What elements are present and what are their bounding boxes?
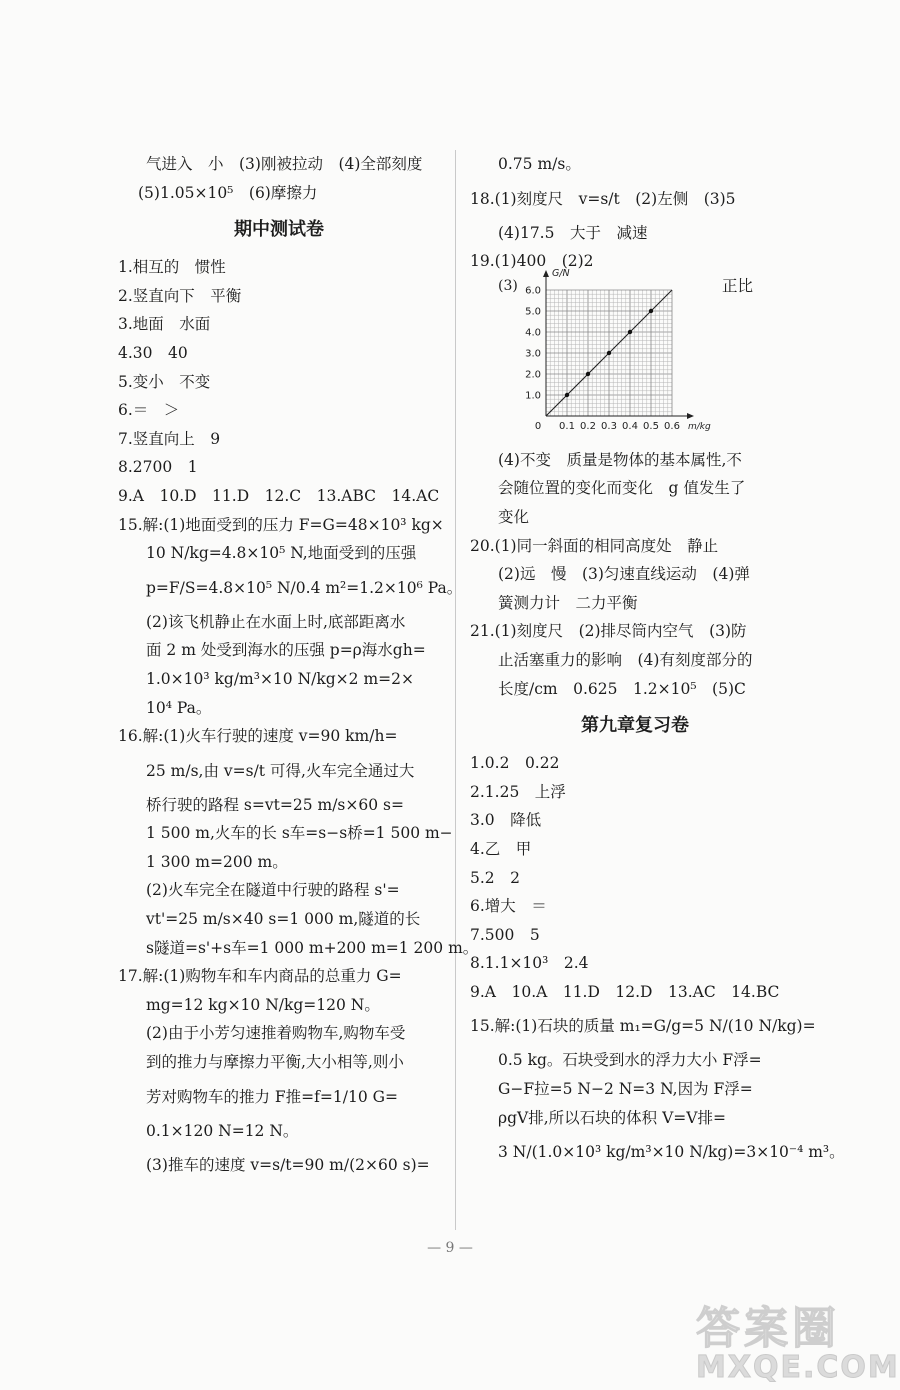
text-line: (5)1.05×10⁵ (6)摩擦力 bbox=[138, 183, 318, 202]
y-tick-label: 4.0 bbox=[525, 327, 541, 339]
answer-line: 21.(1)刻度尺 (2)排尽筒内空气 (3)防 bbox=[470, 622, 747, 641]
answer-line: 2.竖直向下 平衡 bbox=[118, 286, 242, 305]
x-axis-label: m/kg bbox=[688, 421, 711, 432]
answer-line: 5.2 2 bbox=[470, 868, 521, 887]
answer-line: 15.解:(1)地面受到的压力 F=G=48×10³ kg× bbox=[118, 515, 444, 534]
answer-line: 2.1.25 上浮 bbox=[470, 782, 566, 801]
answer-line: 芳对购物车的推力 F推=f=1/10 G= bbox=[146, 1087, 398, 1106]
answer-line: s隧道=s'+s车=1 000 m+200 m=1 200 m。 bbox=[146, 938, 479, 957]
watermark-url: MXQE.COM bbox=[696, 1350, 900, 1385]
answer-line: 3.地面 水面 bbox=[118, 315, 211, 334]
answer-line: 1 500 m,火车的长 s车=s−s桥=1 500 m− bbox=[146, 824, 453, 843]
g-m-chart bbox=[498, 267, 798, 446]
answer-line: (3)推车的速度 v=s/t=90 m/(2×60 s)= bbox=[146, 1156, 430, 1175]
y-tick-label: 3.0 bbox=[525, 348, 541, 360]
answer-line: 19.(1)400 (2)2 bbox=[470, 252, 594, 271]
answer-line: 4.乙 甲 bbox=[470, 839, 532, 858]
x-tick-label: 0.1 bbox=[559, 420, 575, 432]
section-heading-chapter9: 第九章复习卷 bbox=[581, 715, 689, 737]
watermark-text: 答案圈 bbox=[696, 1303, 840, 1354]
answer-line: 簧测力计 二力平衡 bbox=[498, 593, 638, 612]
left-column bbox=[118, 150, 479, 1185]
answer-line: 10⁴ Pa。 bbox=[146, 698, 212, 717]
text-line: 气进入 小 (3)刚被拉动 (4)全部刻度 bbox=[146, 155, 423, 173]
answer-line: 5.变小 不变 bbox=[118, 372, 211, 391]
answer-line: 1.0×10³ kg/m³×10 N/kg×2 m=2× bbox=[146, 669, 414, 688]
chart-part-label: (3) bbox=[498, 277, 518, 294]
origin-label: 0 bbox=[534, 420, 542, 432]
answer-line: 面 2 m 处受到海水的压强 p=ρ海水gh= bbox=[146, 641, 426, 660]
answer-line: 3 N/(1.0×10³ kg/m³×10 N/kg)=3×10⁻⁴ m³。 bbox=[498, 1143, 845, 1162]
answer-line: p=F/S=4.8×10⁵ N/0.4 m²=1.2×10⁶ Pa。 bbox=[146, 578, 463, 597]
data-point bbox=[607, 351, 611, 355]
answer-line: 7.500 5 bbox=[470, 925, 540, 944]
answer-line: 8.1.1×10³ 2.4 bbox=[470, 954, 589, 973]
answer-line: (2)该飞机静止在水面上时,底部距离水 bbox=[146, 612, 406, 631]
answer-line: 25 m/s,由 v=s/t 可得,火车完全通过大 bbox=[146, 761, 415, 780]
y-axis-label: G/N bbox=[552, 267, 570, 279]
answer-line: 9.A 10.D 11.D 12.C 13.ABC 14.AC bbox=[118, 486, 440, 505]
answer-line: 0.75 m/s。 bbox=[498, 155, 581, 173]
answer-line: (2)由于小芳匀速推着购物车,购物车受 bbox=[146, 1024, 406, 1043]
answer-line: 会随位置的变化而变化 g 值发生了 bbox=[498, 479, 746, 498]
data-point bbox=[649, 309, 653, 313]
answer-line: 17.解:(1)购物车和车内商品的总重力 G= bbox=[118, 967, 402, 986]
answer-line: 8.2700 1 bbox=[118, 458, 198, 477]
answer-line: 7.竖直向上 9 bbox=[118, 429, 221, 448]
y-tick-label: 2.0 bbox=[525, 369, 541, 381]
x-tick-label: 0.2 bbox=[580, 420, 596, 432]
data-point bbox=[586, 372, 590, 376]
answer-line: (2)远 慢 (3)匀速直线运动 (4)弹 bbox=[498, 565, 750, 584]
answer-line: 16.解:(1)火车行驶的速度 v=90 km/h= bbox=[118, 727, 398, 746]
answer-line: 20.(1)同一斜面的相同高度处 静止 bbox=[470, 536, 719, 555]
answer-line: ρgV排,所以石块的体积 V=V排= bbox=[498, 1108, 726, 1127]
answer-line: 1.相互的 惯性 bbox=[118, 258, 226, 277]
answer-line: 10 N/kg=4.8×10⁵ N,地面受到的压强 bbox=[146, 544, 417, 563]
answer-line: 长度/cm 0.625 1.2×10⁵ (5)C bbox=[498, 679, 746, 698]
answer-line: 1.0.2 0.22 bbox=[470, 754, 560, 773]
answer-line: 到的推力与摩擦力平衡,大小相等,则小 bbox=[146, 1053, 404, 1072]
page-number: — 9 — bbox=[427, 1240, 473, 1256]
right-column bbox=[470, 150, 845, 1172]
watermark-logo bbox=[696, 1292, 900, 1385]
answer-line: G−F拉=5 N−2 N=3 N,因为 F浮= bbox=[498, 1080, 753, 1099]
answer-line: 18.(1)刻度尺 v=s/t (2)左侧 (3)5 bbox=[470, 189, 736, 208]
y-tick-label: 6.0 bbox=[525, 285, 541, 297]
data-point bbox=[565, 393, 569, 397]
x-tick-label: 0.5 bbox=[643, 420, 659, 432]
answer-line: 6.＝ ＞ bbox=[118, 401, 180, 420]
chart-block bbox=[470, 267, 800, 446]
answer-line: (4)不变 质量是物体的基本属性,不 bbox=[498, 450, 742, 469]
answer-line: 3.0 降低 bbox=[470, 811, 542, 830]
answer-line: 4.30 40 bbox=[118, 343, 188, 362]
y-tick-label: 1.0 bbox=[525, 390, 541, 402]
answer-line: 0.1×120 N=12 N。 bbox=[146, 1121, 299, 1140]
answer-line: 15.解:(1)石块的质量 m₁=G/g=5 N/(10 N/kg)= bbox=[470, 1017, 816, 1036]
answer-line: 止活塞重力的影响 (4)有刻度部分的 bbox=[498, 650, 753, 669]
answer-line: vt'=25 m/s×40 s=1 000 m,隧道的长 bbox=[146, 910, 421, 929]
section-heading-midterm: 期中测试卷 bbox=[234, 219, 324, 241]
answer-line: (4)17.5 大于 减速 bbox=[498, 223, 648, 242]
x-tick-label: 0.4 bbox=[622, 420, 638, 432]
y-tick-label: 5.0 bbox=[525, 306, 541, 318]
chart-conclusion: 正比 bbox=[722, 276, 754, 295]
data-point bbox=[628, 330, 632, 334]
x-tick-label: 0.3 bbox=[601, 420, 617, 432]
column-divider bbox=[455, 150, 456, 1230]
x-axis-arrow bbox=[687, 413, 694, 419]
answer-line: (2)火车完全在隧道中行驶的路程 s'= bbox=[146, 881, 400, 900]
answer-line: 9.A 10.A 11.D 12.D 13.AC 14.BC bbox=[470, 982, 780, 1001]
answer-line: 桥行驶的路程 s=vt=25 m/s×60 s= bbox=[146, 795, 404, 814]
answer-line: 变化 bbox=[498, 507, 530, 526]
answer-line: 1 300 m=200 m。 bbox=[146, 852, 288, 871]
answer-line: mg=12 kg×10 N/kg=120 N。 bbox=[146, 995, 380, 1014]
answer-line: 0.5 kg。石块受到水的浮力大小 F浮= bbox=[498, 1051, 762, 1070]
x-tick-label: 0.6 bbox=[664, 420, 680, 432]
answer-line: 6.增大 ＝ bbox=[470, 897, 547, 916]
